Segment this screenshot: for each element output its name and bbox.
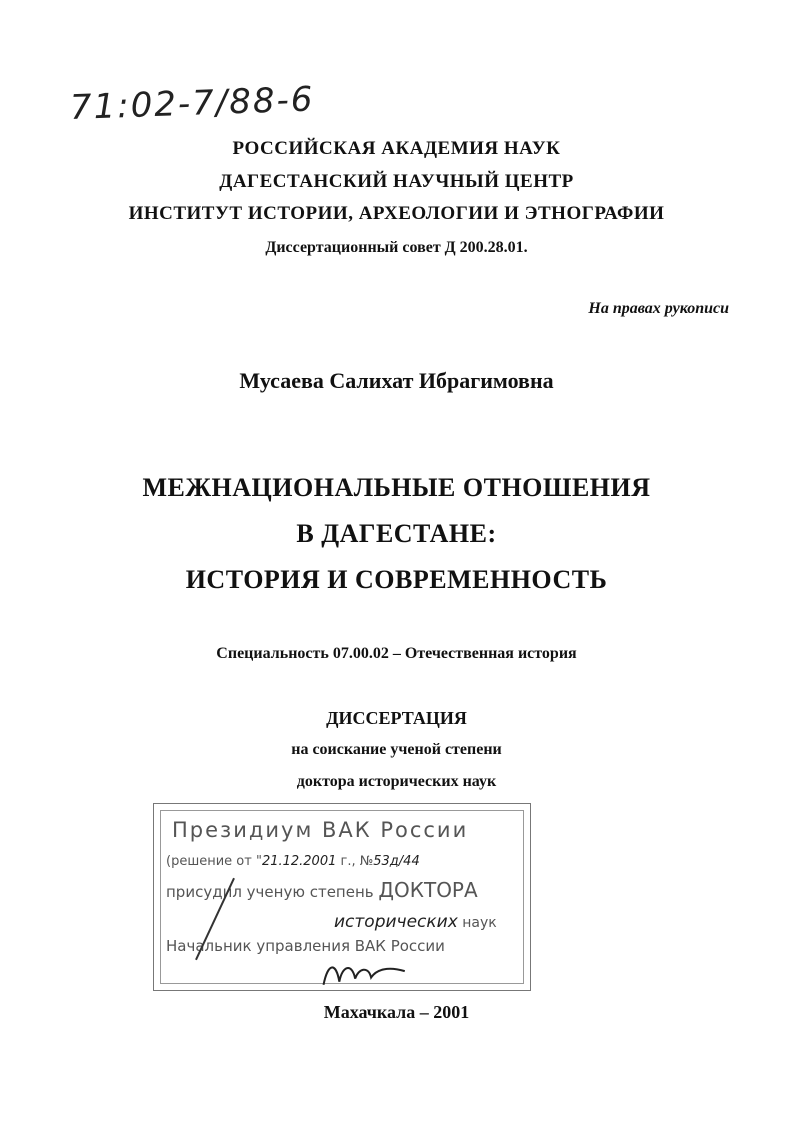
stamp-awarded-degree: ДОКТОРА	[378, 878, 478, 902]
signature-mark	[318, 951, 411, 1001]
stamp-decision-line	[166, 854, 420, 869]
degree-line-1: на соискание ученой степени	[291, 741, 502, 758]
header-line-academy: РОССИЙСКАЯ АКАДЕМИЯ НАУК	[232, 138, 561, 159]
stamp-awarded-line	[166, 878, 478, 902]
title-line-2: В ДАГЕСТАНЕ:	[296, 519, 497, 548]
stamp-head-line: Начальник управления ВАК России	[166, 937, 445, 955]
stamp-decision-prefix: (решение от "	[166, 854, 262, 869]
stamp-science-hand: исторических	[334, 912, 458, 932]
stamp-decision-date: 21.12.2001	[261, 854, 337, 869]
author-name: Мусаева Салихат Ибрагимовна	[239, 368, 554, 393]
title-line-3: ИСТОРИЯ И СОВРЕМЕННОСТЬ	[185, 565, 608, 594]
council-line: Диссертационный совет Д 200.28.01.	[265, 239, 528, 256]
stamp-decision-number: 53д/44	[373, 854, 420, 869]
city-year: Махачкала – 2001	[323, 1002, 470, 1022]
stamp-science-suffix: наук	[462, 915, 497, 931]
handwritten-code: 71:02-7/88-6	[69, 79, 316, 128]
title-line-1: МЕЖНАЦИОНАЛЬНЫЕ ОТНОШЕНИЯ	[142, 473, 651, 502]
stamp-science-line	[334, 912, 497, 932]
specialty-line: Специальность 07.00.02 – Отечественная история	[216, 645, 577, 662]
stamp-title: Президиум ВАК России	[172, 818, 469, 842]
rights-note: На правах рукописи	[588, 300, 729, 317]
header-line-institute: ИНСТИТУТ ИСТОРИИ, АРХЕОЛОГИИ И ЭТНОГРАФИИ	[128, 203, 665, 224]
stamp-awarded-prefix: присудил ученую степень	[166, 883, 374, 901]
dissertation-label: ДИССЕРТАЦИЯ	[326, 708, 467, 728]
signature-icon	[318, 951, 410, 993]
vak-stamp	[153, 803, 531, 991]
degree-line-2: доктора исторических наук	[296, 773, 497, 790]
header-line-center: ДАГЕСТАНСКИЙ НАУЧНЫЙ ЦЕНТР	[219, 171, 574, 192]
stamp-decision-mid: г., №	[340, 854, 374, 869]
